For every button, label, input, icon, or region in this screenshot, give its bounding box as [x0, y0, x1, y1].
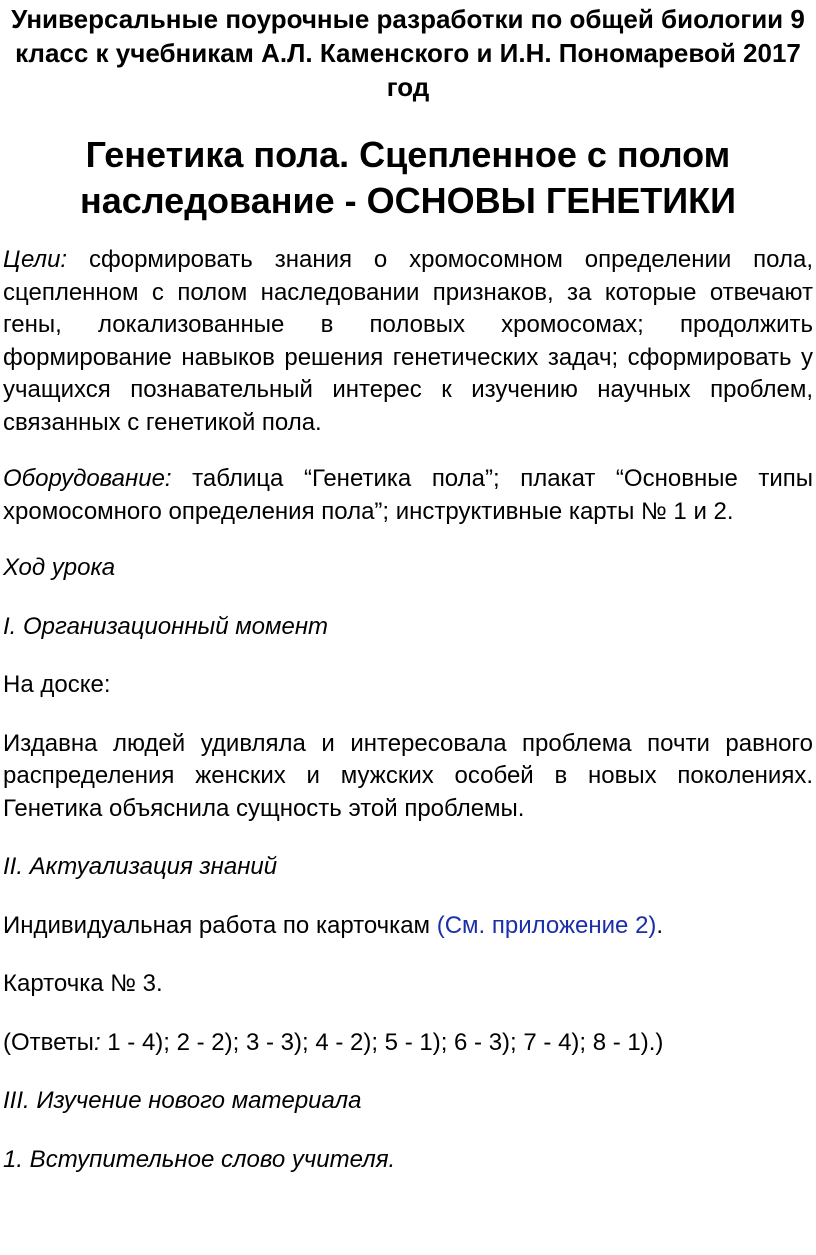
equipment-label: Оборудование:: [3, 465, 172, 492]
individual-work-paragraph: [3, 910, 813, 943]
board-label: На доске:: [3, 671, 111, 698]
step-1-heading: 1. Вступительное слово учителя.: [3, 1145, 396, 1173]
section-1-heading: I. Организационный момент: [3, 612, 329, 640]
card-number: Карточка № 3.: [3, 970, 163, 997]
appendix-link[interactable]: (См. приложение 2): [436, 911, 657, 939]
section-3-heading: III. Изучение нового материала: [3, 1087, 362, 1114]
lesson-title: Генетика пола. Сцепленное с полом наследование - ОСНОВЫ ГЕНЕТИКИ: [80, 134, 736, 221]
board-text: Издавна людей удивляла и интересовала проблема почти равного распределения женских и мужских особей в новых поколениях. Генетика объяснила сущность этой проблемы.: [3, 729, 813, 822]
goals-paragraph: [3, 244, 813, 439]
equipment-paragraph: [3, 463, 813, 528]
answers-paragraph: [3, 1027, 813, 1060]
answers-text: 1 - 4); 2 - 2); 3 - 3); 4 - 2); 5 - 1); 6 - 3); 7 - 4); 8 - 1).): [100, 1028, 664, 1056]
goals-label: Цели:: [3, 246, 68, 273]
goals-text: сформировать знания о хромосомном определении пола, сцепленном с полом наследовании признаков, за которые отвечают гены, локализованные в половых хромосомах; продолжить формирование навыков решения генетических задач; сформировать у учащихся познавательный интерес к изучению научных проблем, связанных с генетикой пола.: [3, 246, 813, 436]
equipment-text: таблица “Генетика пола”; плакат “Основные типы хромосомного определения пола”; инструктивные карты № 1 и 2.: [3, 465, 813, 525]
section-2-heading: II. Актуализация знаний: [3, 853, 278, 880]
lesson-heading: Ход урока: [3, 554, 116, 581]
individual-work-text: Индивидуальная работа по карточкам: [3, 911, 437, 939]
document-header: Универсальные поурочные разработки по общей биологии 9 класс к учебникам А.Л. Каменского и И.Н. Пономаревой 2017 год: [11, 4, 805, 102]
answers-colon: :: [93, 1028, 101, 1056]
individual-work-end: .: [656, 911, 664, 939]
answers-open: (Ответы: [3, 1028, 94, 1056]
